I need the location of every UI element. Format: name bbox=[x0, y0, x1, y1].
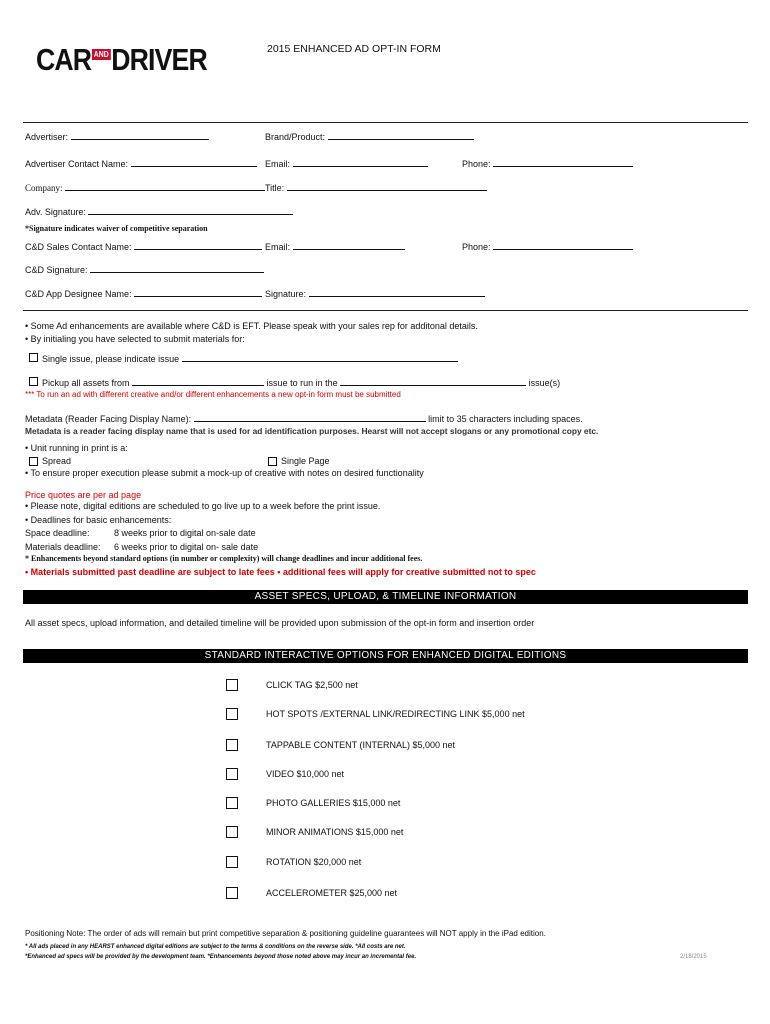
rotation-checkbox[interactable] bbox=[226, 856, 238, 868]
brand-product-field[interactable] bbox=[328, 130, 474, 140]
metadata-field[interactable] bbox=[194, 412, 426, 422]
adv-signature-field[interactable] bbox=[88, 205, 293, 215]
section-divider-top bbox=[23, 122, 748, 123]
brand-product-row bbox=[265, 130, 474, 143]
metadata-limit: limit to 35 characters including spaces. bbox=[428, 414, 583, 424]
cd-app-designee-row bbox=[25, 287, 262, 300]
advertiser-field[interactable] bbox=[71, 130, 209, 140]
pickup-suffix-label: issue(s) bbox=[528, 378, 561, 388]
pickup-from-field[interactable] bbox=[132, 376, 264, 386]
spread-label: Spread bbox=[42, 456, 72, 466]
digital-editions-note: • Please note, digital editions are scheduled to go live up to a week before the print issue. bbox=[25, 501, 381, 511]
video-checkbox[interactable] bbox=[226, 768, 238, 780]
deadlines-header: • Deadlines for basic enhancements: bbox=[25, 515, 172, 525]
mockup-note: • To ensure proper execution please submit a mock-up of creative with notes on desired functionality bbox=[25, 468, 424, 478]
metadata-label: Metadata (Reader Facing Display Name): bbox=[25, 414, 192, 424]
initialing-note: • By initialing you have selected to submit materials for: bbox=[25, 334, 245, 344]
title-row bbox=[265, 181, 487, 194]
phone-1-field[interactable] bbox=[493, 157, 633, 167]
signature-field[interactable] bbox=[309, 287, 485, 297]
company-row bbox=[25, 181, 265, 194]
phone-1-row bbox=[462, 157, 633, 170]
pickup-warning: *** To run an ad with different creative and/or different enhancements a new opt-in form must be submitted bbox=[25, 390, 401, 399]
adv-signature-label: Adv. Signature: bbox=[25, 207, 86, 217]
advertiser-row bbox=[25, 130, 209, 143]
title-field[interactable] bbox=[287, 181, 487, 191]
cd-signature-field[interactable] bbox=[90, 263, 264, 273]
phone-2-row bbox=[462, 240, 633, 253]
signature-label: Signature: bbox=[265, 289, 307, 299]
click-tag-checkbox[interactable] bbox=[226, 679, 238, 691]
signature-waiver-note: *Signature indicates waiver of competitive separation bbox=[25, 224, 208, 233]
pickup-prefix-label: Pickup all assets from bbox=[42, 378, 130, 388]
company-label: Company: bbox=[25, 183, 63, 193]
unit-running-note: • Unit running in print is a: bbox=[25, 443, 128, 453]
space-deadline-value: 8 weeks prior to digital on-sale date bbox=[114, 528, 256, 538]
logo-and-badge: AND bbox=[93, 49, 109, 59]
price-quotes-note: Price quotes are per ad page bbox=[25, 490, 142, 500]
cd-app-designee-name-field[interactable] bbox=[134, 287, 262, 297]
cd-sales-contact-name-label: C&D Sales Contact Name: bbox=[25, 242, 132, 252]
option-minor-animations-label: MINOR ANIMATIONS $15,000 net bbox=[266, 827, 404, 837]
single-issue-row bbox=[42, 352, 458, 365]
single-issue-label: Single issue, please indicate issue bbox=[42, 354, 180, 364]
minor-animations-checkbox[interactable] bbox=[226, 826, 238, 838]
option-rotation-label: ROTATION $20,000 net bbox=[266, 857, 362, 867]
accelerometer-checkbox[interactable] bbox=[226, 887, 238, 899]
advertiser-contact-name-label: Advertiser Contact Name: bbox=[25, 159, 129, 169]
cd-sales-contact-row bbox=[25, 240, 262, 253]
cd-sales-contact-name-field[interactable] bbox=[134, 240, 262, 250]
spread-checkbox[interactable] bbox=[29, 457, 38, 466]
materials-deadline-label: Materials deadline: bbox=[25, 542, 101, 552]
option-video-label: VIDEO $10,000 net bbox=[266, 769, 345, 779]
option-photo-galleries-label: PHOTO GALLERIES $15,000 net bbox=[266, 798, 401, 808]
email-2-row bbox=[265, 240, 405, 253]
interactive-options-heading: STANDARD INTERACTIVE OPTIONS FOR ENHANCED DIGITAL EDITIONS bbox=[23, 649, 748, 663]
photo-galleries-checkbox[interactable] bbox=[226, 797, 238, 809]
phone-1-label: Phone: bbox=[462, 159, 491, 169]
enhancements-deadline-note: * Enhancements beyond standard options (in number or complexity) will change deadlines and incur additional fees. bbox=[25, 554, 423, 563]
cd-signature-label: C&D Signature: bbox=[25, 265, 88, 275]
logo-driver-text: DRIVER bbox=[111, 42, 207, 77]
late-fees-note: • Materials submitted past deadline are subject to late fees • additional fees will apply for creative submitted not to spec bbox=[25, 567, 536, 577]
company-field[interactable] bbox=[65, 181, 265, 191]
cd-app-designee-name-label: C&D App Designee Name: bbox=[25, 289, 132, 299]
section-divider-bottom bbox=[23, 310, 748, 311]
option-accelerometer-label: ACCELEROMETER $25,000 net bbox=[266, 888, 398, 898]
option-tappable-content-label: TAPPABLE CONTENT (INTERNAL) $5,000 net bbox=[266, 740, 456, 750]
title-label: Title: bbox=[265, 183, 285, 193]
pickup-middle-label: issue to run in the bbox=[266, 378, 338, 388]
adv-signature-row bbox=[25, 205, 293, 218]
form-date: 2/18/2015 bbox=[680, 954, 707, 960]
email-2-label: Email: bbox=[265, 242, 291, 252]
phone-2-label: Phone: bbox=[462, 242, 491, 252]
option-click-tag-label: CLICK TAG $2,500 net bbox=[266, 680, 358, 690]
option-hot-spots-label: HOT SPOTS /EXTERNAL LINK/REDIRECTING LINK $5,000 net bbox=[266, 709, 525, 719]
asset-specs-heading: ASSET SPECS, UPLOAD, & TIMELINE INFORMATION bbox=[23, 590, 748, 604]
form-title: 2015 ENHANCED AD OPT-IN FORM bbox=[267, 43, 441, 55]
pickup-assets-checkbox[interactable] bbox=[29, 377, 38, 386]
pickup-run-in-field[interactable] bbox=[340, 376, 526, 386]
cd-signature-row bbox=[25, 263, 264, 276]
single-page-label: Single Page bbox=[281, 456, 330, 466]
single-issue-checkbox[interactable] bbox=[29, 353, 38, 362]
metadata-row bbox=[25, 412, 583, 425]
brand-product-label: Brand/Product: bbox=[265, 132, 326, 142]
ad-enhancements-note: • Some Ad enhancements are available where C&D is EFT. Please speak with your sales rep for additonal details. bbox=[25, 321, 478, 331]
advertiser-contact-row bbox=[25, 157, 257, 170]
hot-spots-checkbox[interactable] bbox=[226, 708, 238, 720]
advertiser-label: Advertiser: bbox=[25, 132, 69, 142]
positioning-note: Positioning Note: The order of ads will remain but print competitive separation & positioning guideline guarantees will NOT apply in the iPad edition. bbox=[25, 929, 546, 938]
space-deadline-label: Space deadline: bbox=[25, 528, 90, 538]
car-and-driver-logo bbox=[36, 42, 207, 78]
email-2-field[interactable] bbox=[293, 240, 405, 250]
single-issue-field[interactable] bbox=[182, 352, 458, 362]
email-1-field[interactable] bbox=[293, 157, 428, 167]
email-1-row bbox=[265, 157, 428, 170]
phone-2-field[interactable] bbox=[493, 240, 633, 250]
pickup-assets-row bbox=[42, 376, 560, 389]
hearst-terms-note: * All ads placed in any HEARST enhanced digital editions are subject to the terms & conditions on the reverse side. *All costs are net. bbox=[25, 944, 406, 950]
logo-car-text: CAR bbox=[36, 42, 92, 77]
advertiser-contact-name-field[interactable] bbox=[131, 157, 257, 167]
materials-deadline-value: 6 weeks prior to digital on- sale date bbox=[114, 542, 259, 552]
development-team-note: *Enhanced ad specs will be provided by the development team. *Enhancements beyond those noted above may incur an incremental fee. bbox=[25, 954, 417, 960]
asset-specs-body: All asset specs, upload information, and detailed timeline will be provided upon submission of the opt-in form and insertion order bbox=[25, 618, 535, 628]
signature-row bbox=[265, 287, 485, 300]
single-page-checkbox[interactable] bbox=[268, 457, 277, 466]
metadata-description: Metadata is a reader facing display name that is used for ad identification purposes. Hearst will not accept slogans or any promotional copy etc. bbox=[25, 426, 599, 436]
email-1-label: Email: bbox=[265, 159, 291, 169]
tappable-content-checkbox[interactable] bbox=[226, 739, 238, 751]
